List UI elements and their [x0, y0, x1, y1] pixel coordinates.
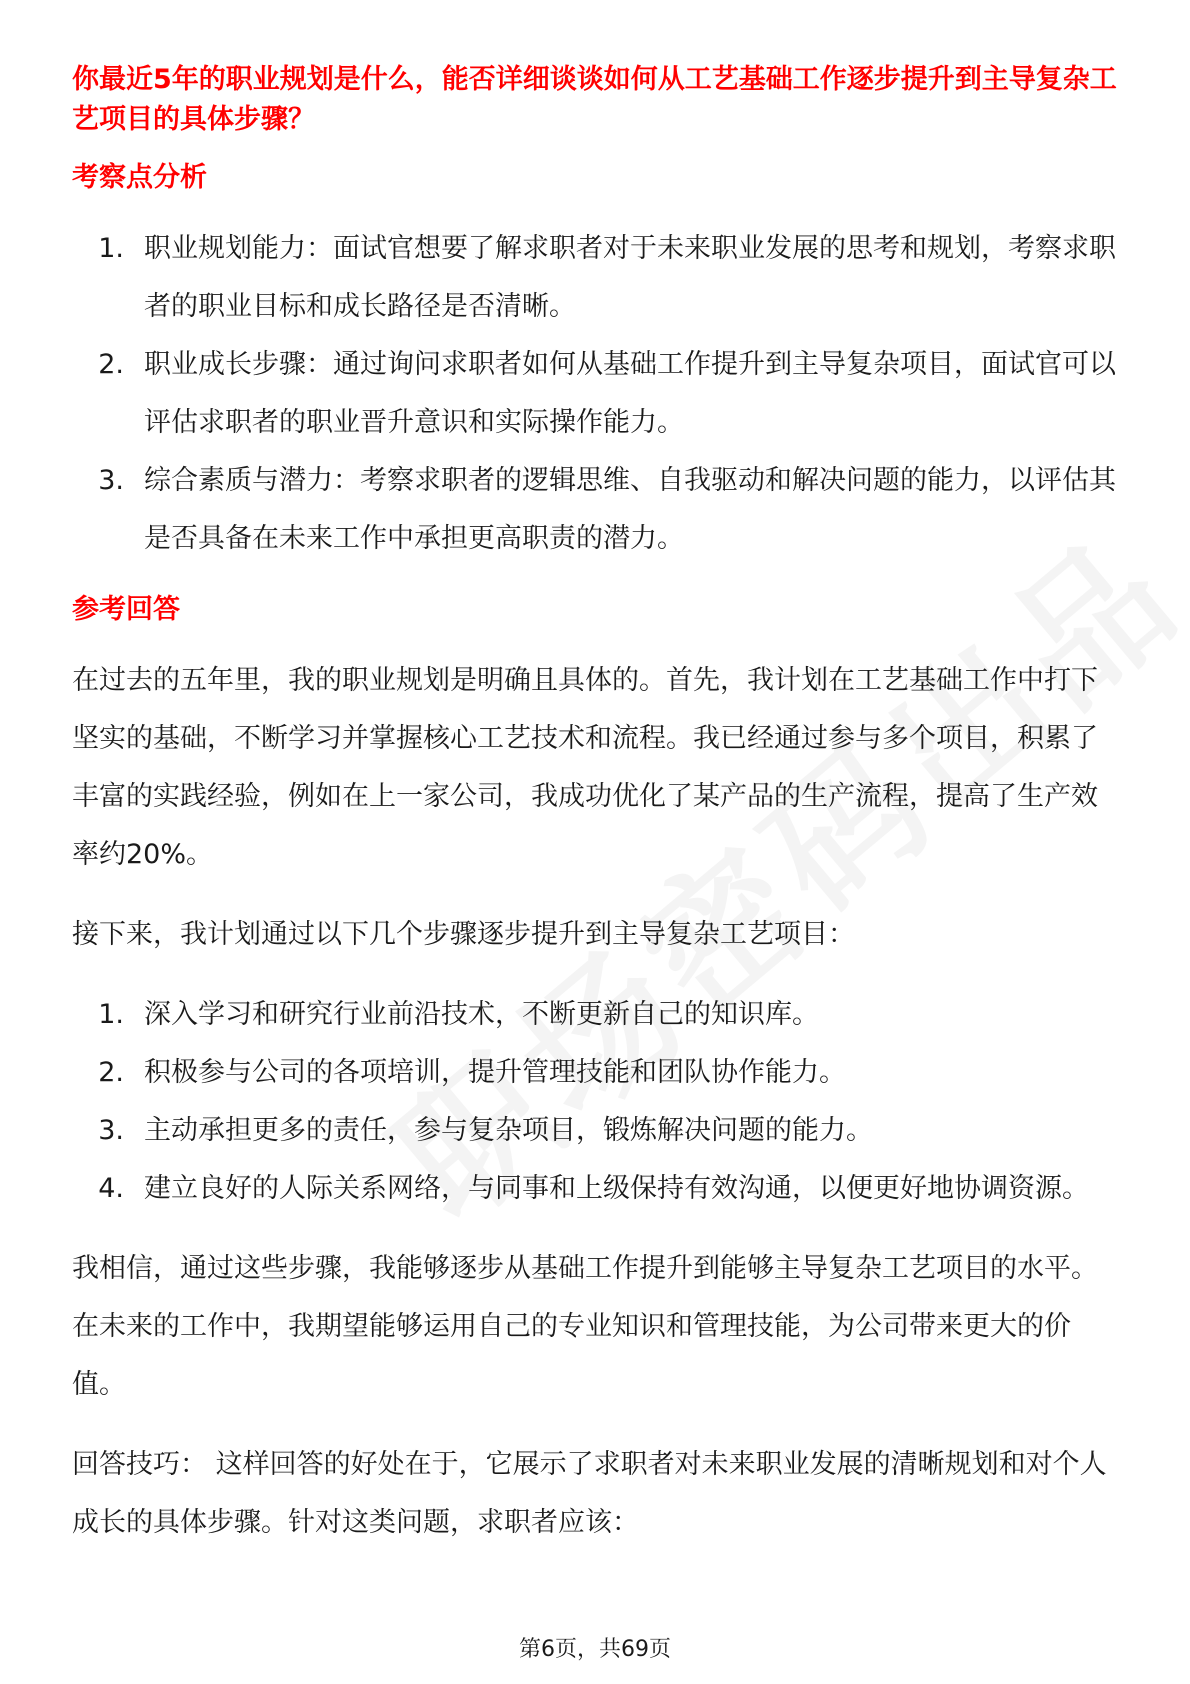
- list-text: 综合素质与潜力：考察求职者的逻辑思维、自我驱动和解决问题的能力，以评估其是否具备在未来工作中承担更高职责的潜力。: [144, 465, 1116, 554]
- list-number: 4.: [98, 1173, 124, 1204]
- list-text: 深入学习和研究行业前沿技术，不断更新自己的知识库。: [144, 999, 819, 1030]
- answer-tips: 回答技巧： 这样回答的好处在于，它展示了求职者对未来职业发展的清晰规划和对个人成长的具体步骤。针对这类问题，求职者应该：: [72, 1449, 1107, 1538]
- analysis-list: [72, 220, 1118, 568]
- analysis-section-title: 考察点分析: [72, 162, 207, 193]
- document-content: [72, 60, 1118, 1574]
- list-text: 主动承担更多的责任，参与复杂项目，锻炼解决问题的能力。: [144, 1115, 873, 1146]
- list-number: 3.: [98, 465, 124, 496]
- list-item: [72, 986, 1118, 1044]
- answer-paragraph-2: 接下来，我计划通过以下几个步骤逐步提升到主导复杂工艺项目：: [72, 919, 855, 950]
- list-text: 积极参与公司的各项培训，提升管理技能和团队协作能力。: [144, 1057, 846, 1088]
- steps-list: [72, 986, 1118, 1218]
- list-number: 3.: [98, 1115, 124, 1146]
- list-text: 建立良好的人际关系网络，与同事和上级保持有效沟通，以便更好地协调资源。: [144, 1173, 1089, 1204]
- list-number: 1.: [98, 999, 124, 1030]
- list-text: 职业规划能力：面试官想要了解求职者对于未来职业发展的思考和规划，考察求职者的职业目标和成长路径是否清晰。: [144, 233, 1116, 322]
- answer-section-title: 参考回答: [72, 594, 180, 625]
- list-text: 职业成长步骤：通过询问求职者如何从基础工作提升到主导复杂项目，面试官可以评估求职者的职业晋升意识和实际操作能力。: [144, 349, 1116, 438]
- list-item: [72, 220, 1118, 336]
- page-number-footer: 第6页，共69页: [519, 1637, 671, 1662]
- list-item: [72, 1102, 1118, 1160]
- list-number: 1.: [98, 233, 124, 264]
- list-item: [72, 1044, 1118, 1102]
- list-item: [72, 336, 1118, 452]
- list-item: [72, 452, 1118, 568]
- list-number: 2.: [98, 349, 124, 380]
- question-heading: 你最近5年的职业规划是什么，能否详细谈谈如何从工艺基础工作逐步提升到主导复杂工艺项目的具体步骤？: [72, 64, 1117, 135]
- list-number: 2.: [98, 1057, 124, 1088]
- list-item: [72, 1160, 1118, 1218]
- answer-paragraph-3: 我相信，通过这些步骤，我能够逐步从基础工作提升到能够主导复杂工艺项目的水平。在未来的工作中，我期望能够运用自己的专业知识和管理技能，为公司带来更大的价值。: [72, 1253, 1098, 1400]
- answer-paragraph-1: 在过去的五年里，我的职业规划是明确且具体的。首先，我计划在工艺基础工作中打下坚实的基础，不断学习并掌握核心工艺技术和流程。我已经通过参与多个项目，积累了丰富的实践经验，例如在上一家公司，我成功优化了某产品的生产流程，提高了生产效率约20%。: [72, 665, 1098, 870]
